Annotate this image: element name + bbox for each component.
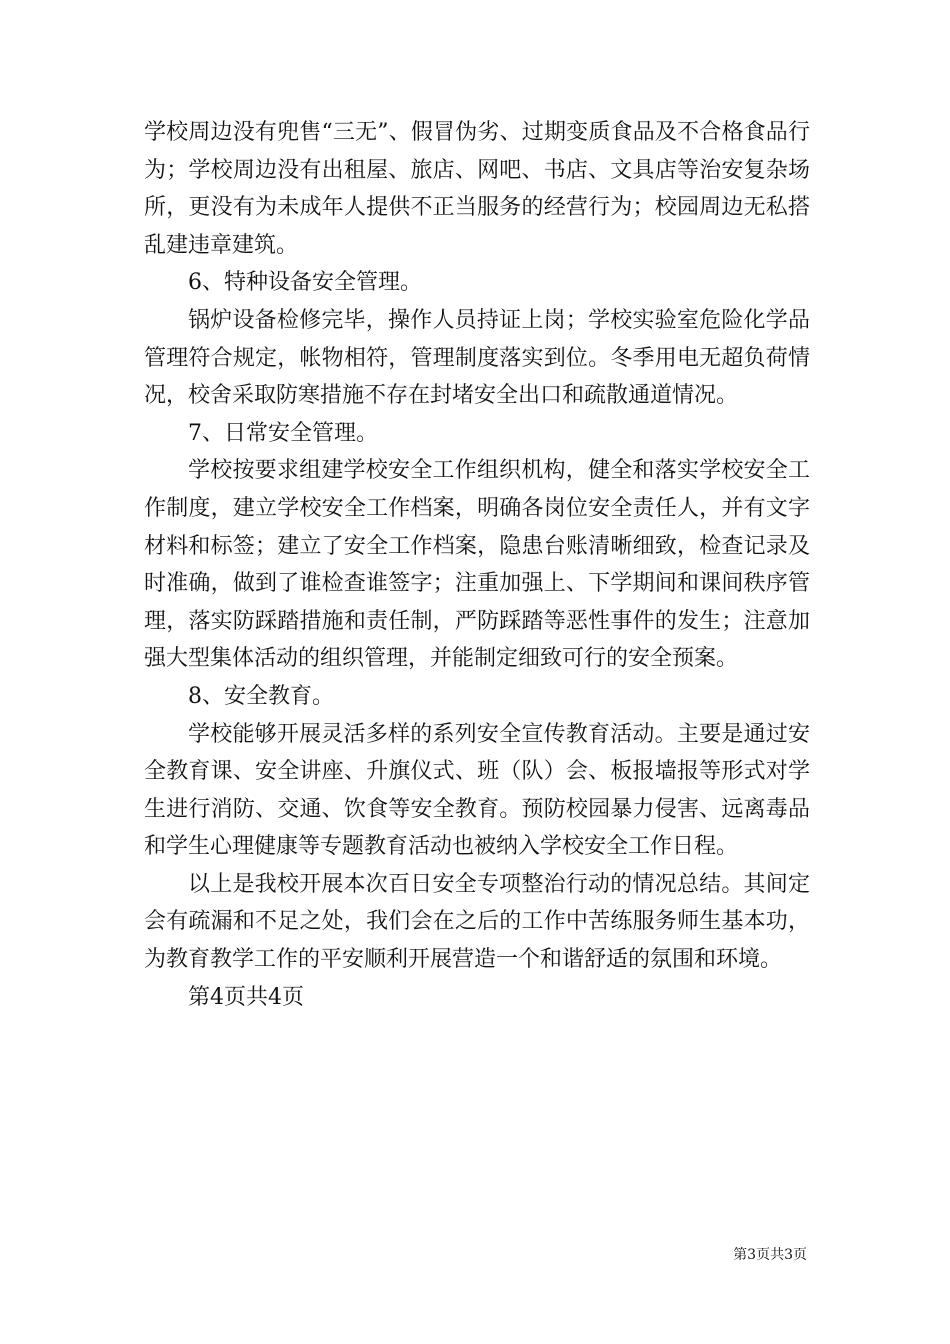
document-body xyxy=(144,114,810,1016)
paragraph-safety-education: 学校能够开展灵活多样的系列安全宣传教育活动。主要是通过安全教育课、安全讲座、升旗仪式、班（队）会、板报墙报等形式对学生进行消防、交通、饮食等安全教育。预防校园暴力侵害、远离毒品和学生心理健康等专题教育活动也被纳入学校安全工作日程。 xyxy=(144,721,810,860)
paragraph-campus-surroundings: 学校周边没有兜售“三无”、假冒伪劣、过期变质食品及不合格食品行为；学校周边没有出租屋、旅店、网吧、书店、文具店等治安复杂场所，更没有为未成年人提供不正当服务的经营行为；校园周边无私搭乱建违章建筑。 xyxy=(144,120,810,258)
heading-special-equipment: 6、特种设备安全管理。 xyxy=(188,270,422,296)
paragraph-conclusion: 以上是我校开展本次百日安全专项整治行动的情况总结。其间定会有疏漏和不足之处，我们会在之后的工作中苦练服务师生基本功，为教育教学工作的平安顺利开展营造一个和谐舒适的氛围和环境。 xyxy=(144,871,810,973)
paragraph-daily-safety: 学校按要求组建学校安全工作组织机构，健全和落实学校安全工作制度，建立学校安全工作档案，明确各岗位安全责任人，并有文字材料和标签；建立了安全工作档案，隐患台账清晰细致，检查记录及时准确，做到了谁检查谁签字；注重加强上、下学期间和课间秩序管理，落实防踩踏措施和责任制，严防踩踏等恶性事件的发生；注意加强大型集体活动的组织管理，并能制定细致可行的安全预案。 xyxy=(144,458,810,672)
heading-safety-education: 8、安全教育。 xyxy=(188,683,334,709)
inline-page-number: 第4页共4页 xyxy=(188,984,304,1010)
page-footer: 第3页共3页 xyxy=(733,1247,807,1263)
heading-daily-safety: 7、日常安全管理。 xyxy=(188,420,378,446)
paragraph-special-equipment: 锅炉设备检修完毕，操作人员持证上岗；学校实验室危险化学品管理符合规定，帐物相符，管理制度落实到位。冬季用电无超负荷情况，校舍采取防寒措施不存在封堵安全出口和疏散通道情况。 xyxy=(144,307,810,409)
